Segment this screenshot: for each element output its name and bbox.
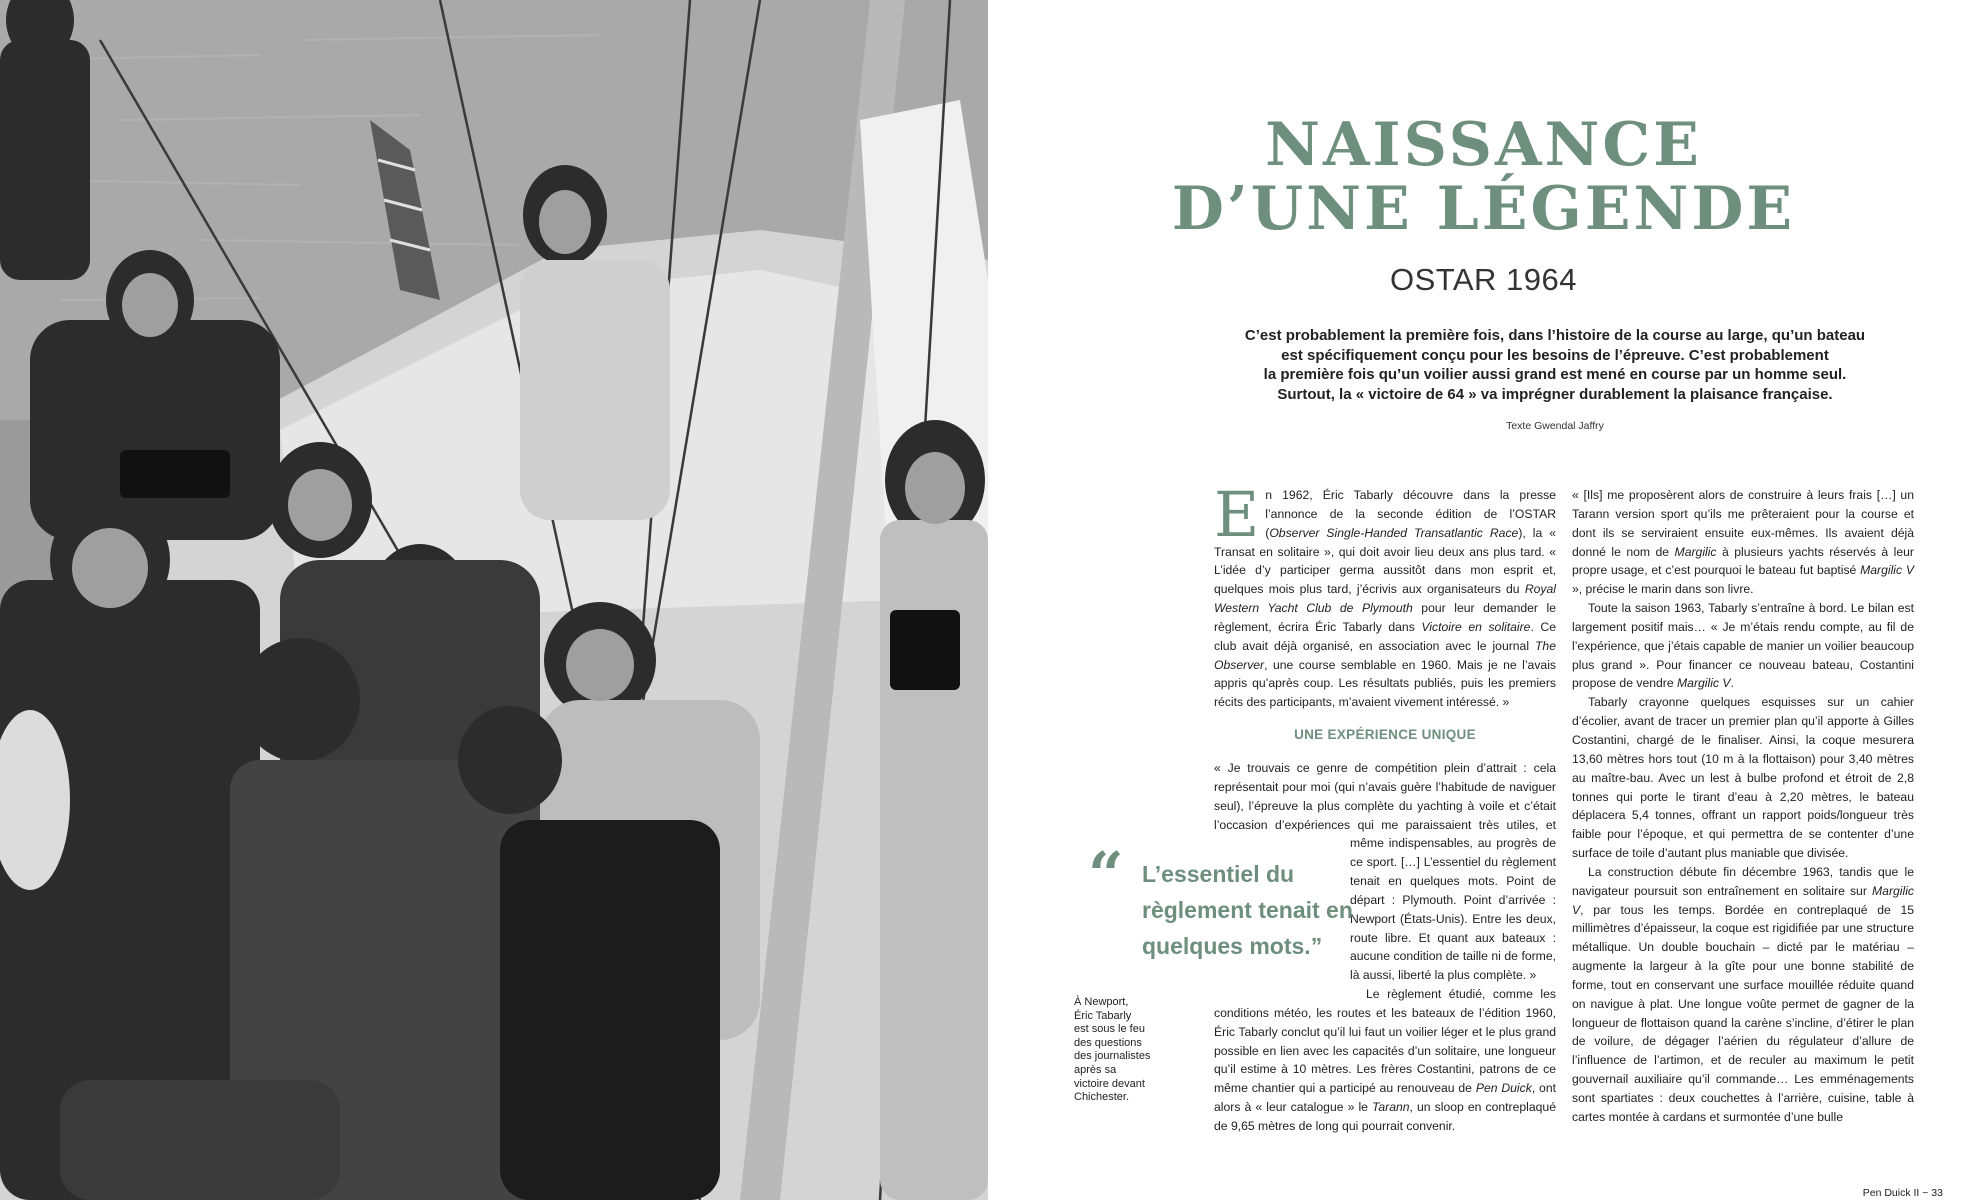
article-title-line-2: D’UNE LÉGENDE [1171,174,1796,244]
intro-line: est spécifiquement conçu pour les besoins de l’épreuve. C’est probablement [1281,346,1829,364]
byline: Texte Gwendal Jaffry [1506,420,1604,432]
paragraph: En 1962, Éric Tabarly découvre dans la presse l’annonce de la seconde édition de l’OSTAR (Observer Single-Handed Transatlantic Race), la « Transat en solitaire », qui doit avoir lieu deux ans plus tard. « L’idée d’y participer germa aussitôt dans mon esprit et, quelques mois plus tard, j’écrivis aux organisateurs du Royal Western Yacht Club de Plymouth pour leur demander le règlement, écrira Éric Tabarly dans Victoire en solitaire. Ce club avait déjà organisé, en association avec le journal The Observer, une course semblable en 1960. Mais je ne l’avais appris qu’après coup. Les résultats publiés, puis les premiers récits des participants, m’avaient vivement intéressé. » [1214,478,1556,710]
paragraph: La construction débute fin décembre 1963, tandis que le navigateur poursuit son entraînement en solitaire sur Margilic V, par tous les temps. Bordée en contreplaqué de 15 millimètres d’épaisseur, la coque est rigidifiée par une structure métallique. Un double bouchain – dicté par le matériau – augmente la largeur à la gîte pour une bonne stabilité de forme, tout en conservant une surface mouillée réduite quand on navigue à plat. Une longue voûte permet de gagner de la longueur de flottaison quand la carène s’incline, d’étirer le plan de voilure, de dégager l’aérien du régulateur d’allure de l’influence de l’artimon, et de reculer au maximum le petit gouvernail auxiliaire qu’il commande… Les emménagements sont spartiates : deux couchettes à l’arrière, cuisine, table à cartes montée à cardans et surmontée d’une bulle [1572,864,1914,1124]
drop-cap: E [1214,478,1260,551]
section-heading: UNE EXPÉRIENCE UNIQUE [1294,727,1476,743]
pull-quote-text: L’essentiel du règlement tenait en quelques mots.” [1142,861,1353,959]
article-subtitle: OSTAR 1964 [1389,262,1578,297]
article-column-1 [1214,478,1557,1136]
paragraph: Tabarly crayonne quelques esquisses sur un cahier d’écolier, avant de tracer un premier plan qu’il apporte à Gilles Costantini, chargé de le finaliser. Ainsi, la coque mesurera 13,60 mètres hors tout (10 m à la flottaison) pour 3,40 mètres au maître-bau. Avec un lest à bulbe profond et étroit de 2,8 tonnes qui porte le tirant d’eau à 2,20 mètres, le bateau déplacera 5,4 tonnes, offrant un rapport poids/longueur très faible pour l’époque, et qui permettra de se contenter d’une surface de toile d’autant plus maniable que divisée. [1572,695,1914,861]
intro-line: C’est probablement la première fois, dans l’histoire de la course au large, qu’un bateau [1244,327,1866,344]
black-and-white-sailboat-photo [0,0,988,1200]
paragraph: Le règlement étudié, comme les conditions météo, les routes et les bateaux de l’édition 1960, Éric Tabarly conclut qu’il lui faut un voilier léger et le plus grand possible en lien avec les capacités d’un solitaire, une longueur qu’il estime à 10 mètres. Les frères Costantini, patrons de ce même chantier qui a participé au renouveau de Pen Duick, ont alors à « leur catalogue » le Tarann, un sloop en contreplaqué de 9,65 mètres de long qui pourrait convenir. [1214,987,1557,1133]
paragraph: « Je trouvais ce genre de compétition plein d’attrait : cela représentait pour moi (qui n’avais guère l’habitude de naviguer seul), l’épreuve la plus complète du yachting à voile et c’était l’occasion d’expériences qui me paraissaient très utiles, et même indispensables, au progrès de ce sport. […] L’essentiel du règlement tenait en quelques mots. Point de départ : Plymouth. Point d’arrivée : Newport (États-Unis). Entre les deux, route libre. Et quant aux bateaux : aucune condition de taille ni de forme, là aussi, liberté la plus complète. » [1214,759,1556,985]
article-title-line-1: NAISSANCE [1265,110,1702,180]
page-folio: Pen Duick II ~ 33 [1862,1187,1943,1199]
article-page [988,0,1979,1200]
quote-mark-icon: “ [1088,838,1124,911]
photo-caption: À Newport, Éric Tabarly est sous le feu des questions des journalistes après sa victoire devant Chichester. [1074,996,1151,1104]
intro-line: Surtout, la « victoire de 64 » va imprégner durablement la plaisance française. [1277,385,1833,403]
article-photo [0,0,988,1200]
paragraph: Toute la saison 1963, Tabarly s’entraîne à bord. Le bilan est largement positif mais… « Je m’étais rendu compte, au fil de l’expérience, que j’étais capable de manier un voilier beaucoup plus grand ». Pour financer ce nouveau bateau, Costantini propose de vendre Margilic V. [1572,601,1914,691]
article-column-2 [1572,486,1914,1127]
paragraph: « [Ils] me proposèrent alors de construire à leurs frais […] un Tarann version sport qu’ils me prêteraient pour la course et dont ils se serviraient ensuite eux-mêmes. Ils avaient déjà donné le nom de Margilic à plusieurs yachts réservés à leur propre usage, et c’est pourquoi le bateau fut baptisé Margilic V », précise le marin dans son livre. [1572,488,1915,597]
article-intro [1210,326,1900,404]
intro-line: la première fois qu’un voilier aussi grand est mené en course par un homme seul. [1263,366,1847,383]
